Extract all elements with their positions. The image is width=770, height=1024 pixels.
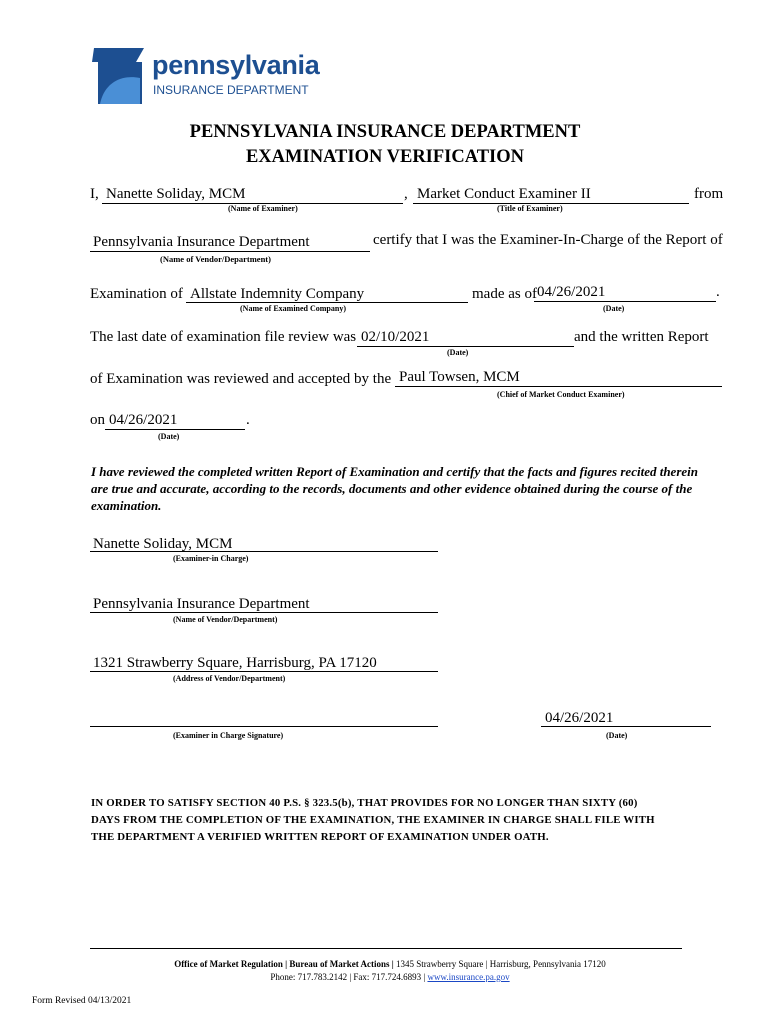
row1-suffix: from (694, 186, 724, 202)
chief-examiner-caption: (Chief of Market Conduct Examiner) (497, 390, 625, 399)
sign-address-field[interactable]: 1321 Strawberry Square, Harrisburg, PA 17120 (93, 655, 377, 671)
row4-suffix: and the written Report (574, 329, 709, 345)
examined-company-field[interactable]: Allstate Indemnity Company (190, 286, 365, 302)
logo-wordmark: pennsylvania (152, 50, 320, 80)
sign-address-caption: (Address of Vendor/Department) (173, 674, 286, 683)
footer-address: 1345 Strawberry Square | Harrisburg, Pennsylvania 17120 (393, 959, 606, 969)
row1-prefix: I, (90, 186, 99, 202)
accepted-date-field[interactable]: 04/26/2021 (109, 412, 178, 428)
vendor-caption: (Name of Vendor/Department) (160, 254, 271, 264)
row5-prefix: of Examination was reviewed and accepted by the (90, 371, 392, 387)
sign-date-caption: (Date) (606, 731, 628, 740)
chief-examiner-field[interactable]: Paul Towsen, MCM (399, 369, 520, 385)
made-as-of-date-caption: (Date) (603, 304, 625, 313)
row3-middle: made as of (472, 286, 537, 302)
keystone-icon (90, 44, 148, 106)
examiner-title-caption: (Title of Examiner) (497, 204, 563, 213)
examiner-name-caption: (Name of Examiner) (228, 204, 298, 213)
footer-phone: Phone: 717.783.2142 | Fax: 717.724.6893 | (270, 972, 428, 982)
certification-statement: I have reviewed the completed written Report of Examination and certify that the facts and figures recited therein are true and accurate, according to the records, documents and other evidence obtained during the course of the examination. (91, 464, 698, 513)
row1-comma: , (404, 186, 408, 202)
row6-prefix: on (90, 412, 105, 428)
made-as-of-date-field[interactable]: 04/26/2021 (537, 284, 606, 300)
accepted-date-caption: (Date) (158, 432, 180, 441)
row3-prefix: Examination of (90, 286, 183, 302)
examiner-name-field[interactable]: Nanette Soliday, MCM (106, 186, 246, 202)
file-review-date-field[interactable]: 02/10/2021 (361, 329, 430, 345)
footer-divider (90, 948, 682, 949)
page-title-line2: EXAMINATION VERIFICATION (245, 147, 525, 167)
file-review-date-caption: (Date) (447, 348, 469, 357)
footer-line2 (90, 972, 690, 982)
sign-date-field[interactable]: 04/26/2021 (545, 710, 614, 726)
notice-text: IN ORDER TO SATISFY SECTION 40 P.S. § 323.5(b), THAT PROVIDES FOR NO LONGER THAN SIXTY (60) DAYS FROM THE COMPLETION OF THE EXAMINATION, THE EXAMINER IN CHARGE SHALL FILE WITH THE DEPARTMENT A VERIFIED WRITTEN REPORT OF EXAMINATION UNDER OATH. (91, 797, 655, 843)
pa-insurance-logo (90, 44, 330, 106)
sign-vendor-caption: (Name of Vendor/Department) (173, 615, 278, 624)
footer-line1 (90, 959, 690, 969)
sign-vendor-field[interactable]: Pennsylvania Insurance Department (93, 596, 310, 612)
sign-examiner-field[interactable]: Nanette Soliday, MCM (93, 536, 233, 552)
row2-text: certify that I was the Examiner-In-Charge of the Report of (373, 232, 723, 248)
row4-prefix: The last date of examination file review was (90, 329, 357, 345)
footer-website-link[interactable]: www.insurance.pa.gov (427, 972, 510, 982)
row6-end: . (246, 412, 250, 428)
signature-caption: (Examiner in Charge Signature) (173, 731, 284, 740)
vendor-field[interactable]: Pennsylvania Insurance Department (93, 234, 310, 250)
examined-company-caption: (Name of Examined Company) (240, 304, 346, 313)
examiner-title-field[interactable]: Market Conduct Examiner II (417, 186, 591, 202)
signature-line[interactable] (90, 726, 438, 727)
form-revised: Form Revised 04/13/2021 (32, 996, 132, 1006)
row3-end: . (716, 284, 720, 300)
page-title-line1: PENNSYLVANIA INSURANCE DEPARTMENT (189, 122, 581, 142)
sign-examiner-caption: (Examiner-in Charge) (173, 554, 249, 563)
logo-subtitle: INSURANCE DEPARTMENT (153, 83, 309, 97)
footer-office: Office of Market Regulation | Bureau of Market Actions | (174, 959, 394, 969)
